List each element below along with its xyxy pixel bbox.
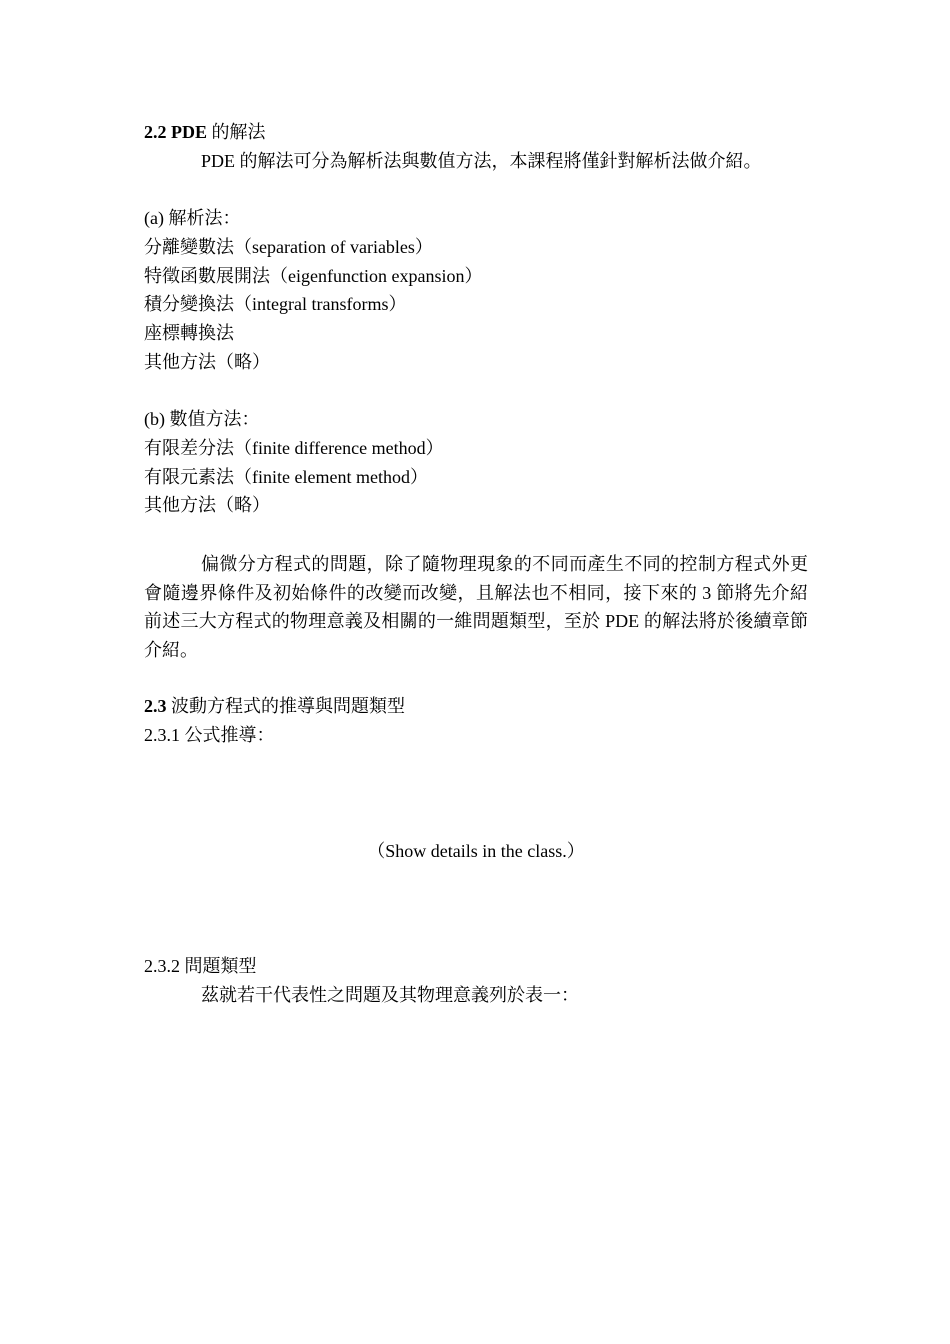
subsection-2-3-2-intro: 茲就若干代表性之問題及其物理意義列於表一：	[201, 985, 579, 1005]
section-2-2-intro: PDE 的解法可分為解析法與數值方法，本課程將僅針對解析法做介紹。	[201, 151, 762, 171]
analytic-item: 特徵函數展開法（eigenfunction expansion）	[144, 266, 483, 286]
section-2-3-heading	[144, 694, 405, 718]
analytic-item: 其他方法（略）	[144, 352, 270, 372]
analytic-item: 積分變換法（integral transforms）	[144, 294, 407, 314]
numerical-item: 有限元素法（finite element method）	[144, 467, 428, 487]
section-2-2-number: 2.2 PDE	[144, 122, 207, 142]
class-details-note: （Show details in the class.）	[367, 841, 585, 861]
analytic-item: 分離變數法（separation of variables）	[144, 237, 433, 257]
numerical-item: 有限差分法（finite difference method）	[144, 438, 444, 458]
analytic-heading: (a) 解析法：	[144, 208, 241, 228]
section-2-2-title: 的解法	[211, 122, 266, 142]
section-2-3-title: 波動方程式的推導與問題類型	[171, 696, 405, 716]
analytic-item: 座標轉換法	[144, 323, 234, 343]
section-2-2-heading	[144, 120, 266, 144]
subsection-2-3-1-heading: 2.3.1 公式推導：	[144, 725, 275, 745]
summary-paragraph: 偏微分方程式的問題，除了隨物理現象的不同而產生不同的控制方程式外更會隨邊界條件及初始條件的改變而改變，且解法也不相同，接下來的 3 節將先介紹前述三大方程式的物理意義及相關的一維問題類型，至於 PDE 的解法將於後續章節介紹。	[144, 554, 808, 661]
section-2-3-number: 2.3	[144, 696, 167, 716]
subsection-2-3-2-heading: 2.3.2 問題類型	[144, 956, 257, 976]
numerical-heading: (b) 數值方法：	[144, 409, 260, 429]
numerical-item: 其他方法（略）	[144, 495, 270, 515]
